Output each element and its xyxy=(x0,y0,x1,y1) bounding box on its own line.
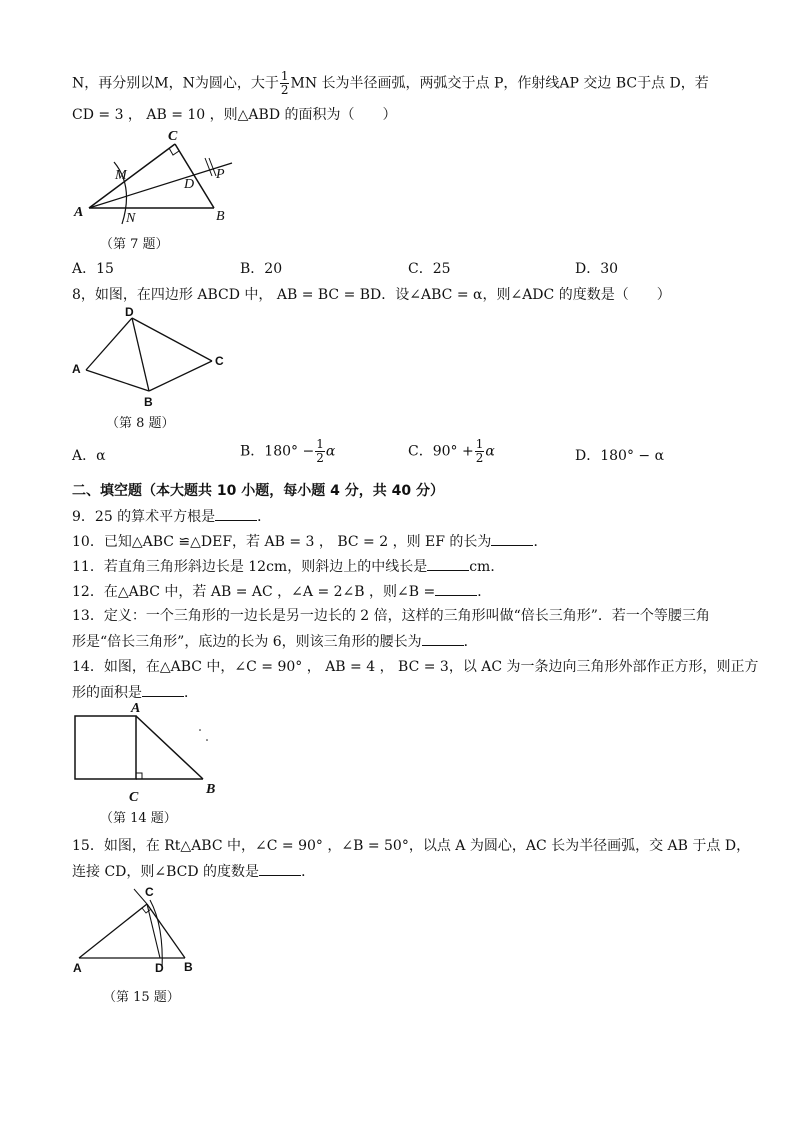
label-a: A xyxy=(74,205,84,220)
q13-answer-blank[interactable] xyxy=(422,631,464,646)
segment-bc xyxy=(149,361,212,391)
q15-text: 连接 CD，则∠BCD 的度数是 xyxy=(72,864,260,880)
label-b: B xyxy=(144,395,153,409)
q10 xyxy=(72,531,547,552)
q15-line2 xyxy=(72,861,315,882)
stray-dot xyxy=(206,739,208,741)
q11-end: cm． xyxy=(469,559,505,575)
q13-line1: 13．定义：一个三角形的一边长是另一边长的 2 倍，这样的三角形叫做“倍长三角形”．若一个等腰三角 xyxy=(72,608,710,624)
segment-dc xyxy=(132,318,212,361)
q12-text: 12．在△ABC 中，若 AB = AC ，∠A = 2∠B ，则∠B = xyxy=(72,584,436,600)
right-angle-mark xyxy=(136,773,142,779)
label-c: C xyxy=(129,790,139,805)
q14-text: 形的面积是 xyxy=(72,685,142,701)
q7-stem-line2: CD = 3 ， AB = 10 ，则△ABD 的面积为（ ） xyxy=(72,107,397,123)
q12-answer-blank[interactable] xyxy=(435,581,477,596)
q14-line1: 14．如图，在△ABC 中，∠C = 90° ， AB = 4 ， BC = 3，以 AC 为一条边向三角形外部作正方形，则正方 xyxy=(72,659,759,675)
q12 xyxy=(72,581,491,602)
q13-line2 xyxy=(72,631,478,652)
fraction-denominator: 2 xyxy=(280,83,289,97)
label-b: B xyxy=(184,960,193,974)
q8-option-d[interactable]: D．180° − α xyxy=(575,448,665,464)
label-p: P xyxy=(216,167,225,182)
label-d: D xyxy=(155,961,164,975)
stray-dot xyxy=(199,729,201,731)
label-d: D xyxy=(184,177,195,192)
q15-line1: 15．如图，在 Rt△ABC 中，∠C = 90° ，∠B = 50°，以点 A 为圆心，AC 长为半径画弧，交 AB 于点 D， xyxy=(72,838,751,854)
fraction-half xyxy=(475,438,485,465)
option-symbol: α xyxy=(485,443,495,460)
q8-stem: 8，如图，在四边形 ABCD 中， AB = BC = BD．设∠ABC = α，则∠ADC 的度数是（ ） xyxy=(72,287,671,303)
q7-option-b[interactable]: B．20 xyxy=(240,261,283,277)
label-a: A xyxy=(131,701,141,716)
q14-figure xyxy=(72,700,222,805)
q9 xyxy=(72,506,271,527)
segment-ad xyxy=(86,318,132,370)
label-b: B xyxy=(206,782,216,797)
fraction-half xyxy=(280,70,290,97)
q15-end: ． xyxy=(301,864,316,880)
arc-mark-p2 xyxy=(209,158,216,176)
q7-figure xyxy=(72,128,242,228)
q14-end: ． xyxy=(184,685,198,701)
label-a: A xyxy=(73,961,82,975)
option-text: C．90° + xyxy=(408,443,474,460)
fraction-denominator: 2 xyxy=(475,451,484,465)
q13-text: 形是“倍长三角形”，底边的长为 6，则该三角形的腰长为 xyxy=(72,634,422,650)
label-c: C xyxy=(215,354,224,368)
segment-ab xyxy=(136,716,203,779)
label-d: D xyxy=(125,305,134,319)
q11 xyxy=(72,556,504,577)
segment-cd xyxy=(147,904,160,958)
q8-caption: （第 8 题） xyxy=(106,416,175,431)
q13-end: ． xyxy=(463,634,478,650)
arc-mark-p1 xyxy=(205,158,212,176)
q7-option-a[interactable]: A．15 xyxy=(72,261,114,277)
label-b: B xyxy=(216,209,225,224)
label-c: C xyxy=(168,129,178,144)
q8-option-c[interactable] xyxy=(408,438,495,465)
q10-end: ． xyxy=(533,534,548,550)
segment-cb xyxy=(175,144,214,208)
q8-option-a[interactable]: A．α xyxy=(72,448,106,464)
fraction-numerator: 1 xyxy=(475,437,484,451)
label-n: N xyxy=(126,211,136,226)
label-m: M xyxy=(115,168,127,183)
q14-caption: （第 14 题） xyxy=(100,811,177,826)
q9-end: ． xyxy=(257,509,272,525)
option-symbol: α xyxy=(325,443,336,460)
section-2-title: 二、填空题（本大题共 10 小题，每小题 4 分，共 40 分） xyxy=(72,483,444,499)
segment-cb xyxy=(147,904,185,958)
q9-text: 9．25 的算术平方根是 xyxy=(72,509,216,525)
fraction-numerator: 1 xyxy=(280,69,289,83)
q12-end: ． xyxy=(477,584,492,600)
q7-stem-line1 xyxy=(72,70,709,97)
segment-ac xyxy=(79,904,147,958)
q14-answer-blank[interactable] xyxy=(142,682,184,697)
fraction-numerator: 1 xyxy=(316,437,324,451)
q7-caption: （第 7 题） xyxy=(100,237,169,252)
fraction-half xyxy=(315,438,325,465)
q11-answer-blank[interactable] xyxy=(427,556,469,571)
q7-text-a: N，再分别以M，N为圆心，大于 xyxy=(72,75,279,92)
q7-text-b: MN 长为半径画弧，两弧交于点 P，作射线AP 交边 BC于点 D，若 xyxy=(290,75,709,92)
q10-text: 10．已知△ABC ≌△DEF，若 AB = 3 ， BC = 2 ，则 EF 的长为 xyxy=(72,534,492,550)
q8-figure xyxy=(72,305,232,410)
fraction-denominator: 2 xyxy=(316,451,324,465)
q8-option-b[interactable] xyxy=(240,438,335,465)
label-a: A xyxy=(72,362,81,376)
square xyxy=(75,716,136,779)
q10-answer-blank[interactable] xyxy=(491,531,533,546)
q15-caption: （第 15 题） xyxy=(103,990,180,1005)
segment-ac xyxy=(89,144,175,208)
q15-answer-blank[interactable] xyxy=(259,861,301,876)
option-text: B．180° − xyxy=(240,443,315,460)
segment-ab xyxy=(86,370,149,391)
segment-db xyxy=(132,318,149,391)
q15-figure xyxy=(72,882,212,977)
label-c: C xyxy=(145,885,154,899)
q11-text: 11．若直角三角形斜边长是 12cm，则斜边上的中线长是 xyxy=(72,559,428,575)
q7-option-c[interactable]: C．25 xyxy=(408,261,451,277)
q7-option-d[interactable]: D．30 xyxy=(575,261,619,277)
q9-answer-blank[interactable] xyxy=(215,506,257,521)
